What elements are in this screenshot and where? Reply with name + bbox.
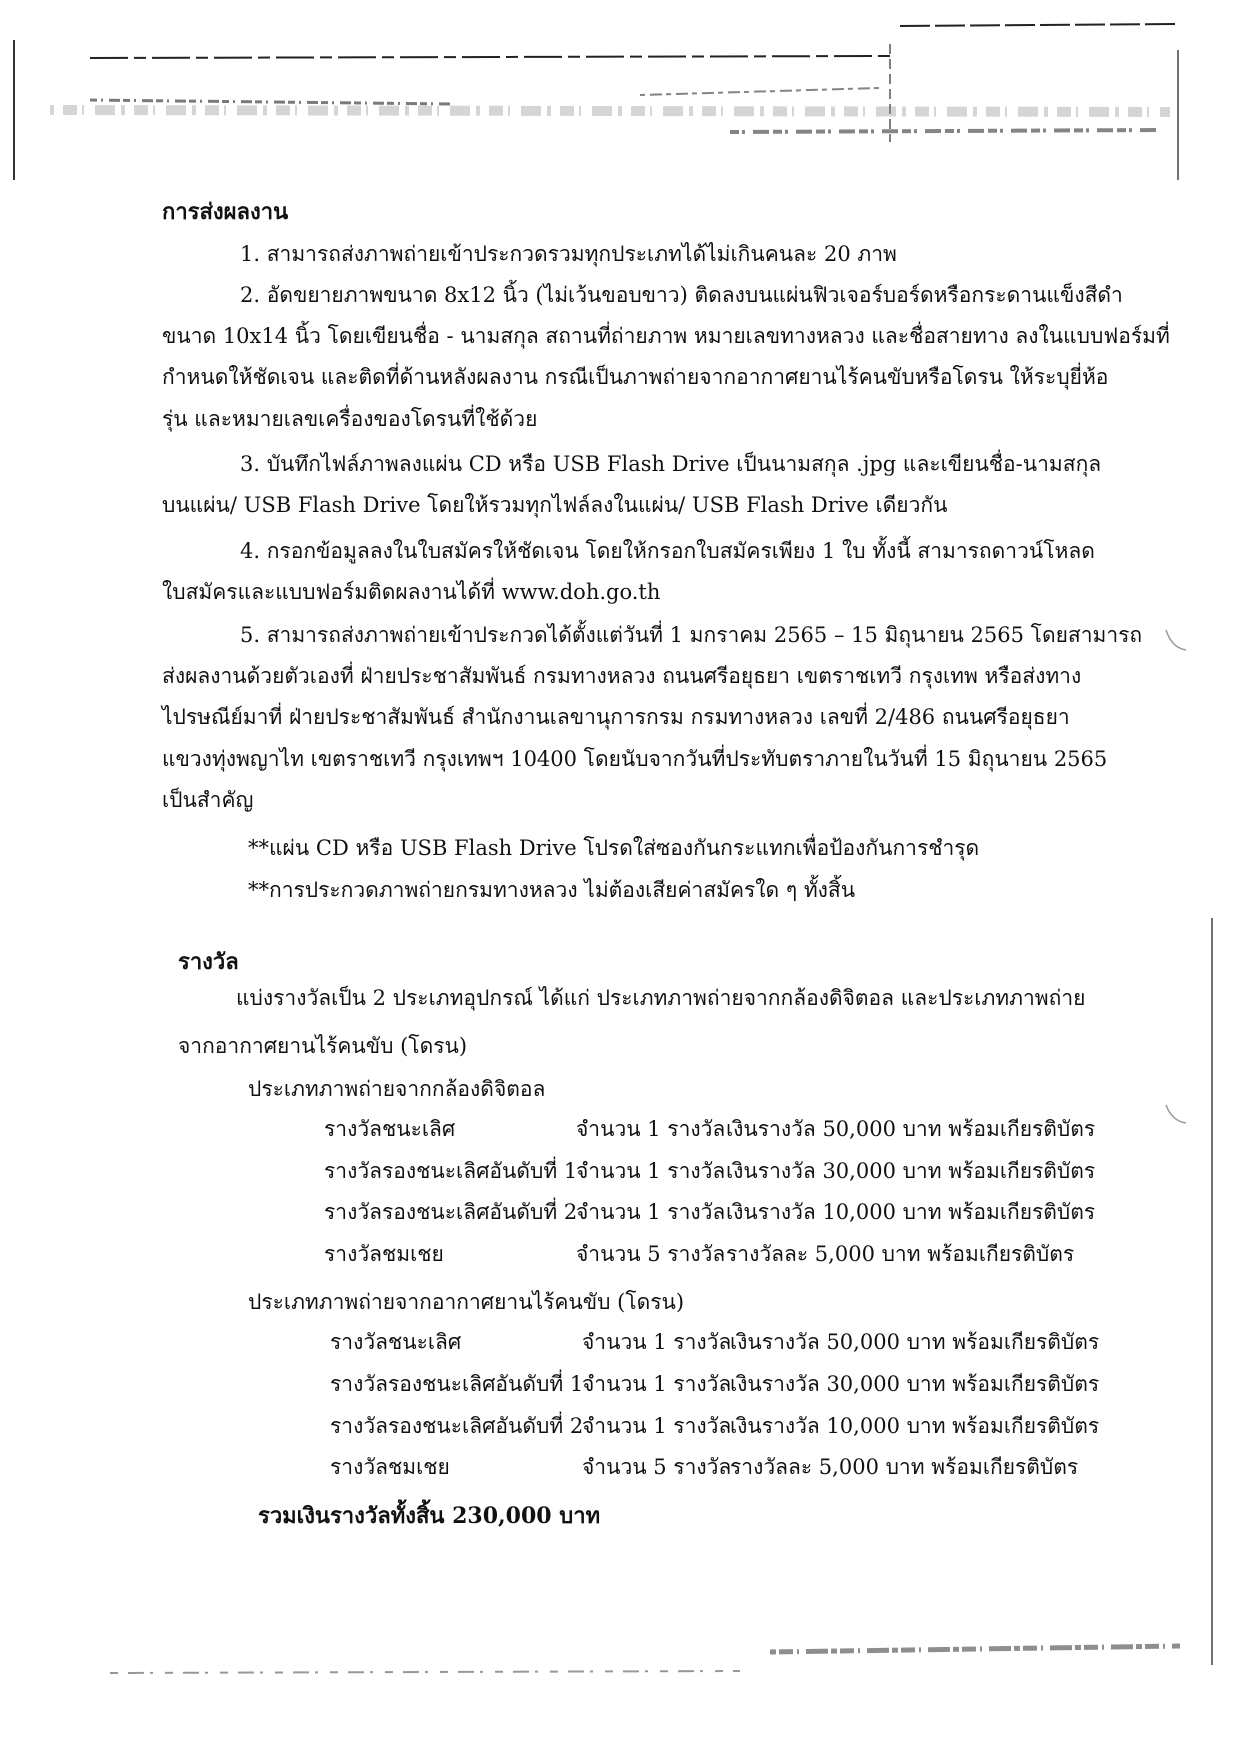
award-count: จำนวน 1 รางวัล [576,1200,726,1224]
submission-item-5-line-1: 5. สามารถส่งภาพถ่ายเข้าประกวดได้ตั้งแต่วันที่ 1 มกราคม 2565 – 15 มิถุนายน 2565 โดยสามารถ [240,623,1143,647]
submission-item-3-line-2: บนแผ่น/ USB Flash Drive โดยให้รวมทุกไฟล์ลงในแผ่น/ USB Flash Drive เดียวกัน [162,493,948,517]
award-prize: เงินรางวัล 10,000 บาท พร้อมเกียรติบัตร [730,1414,1100,1438]
award-prize: เงินรางวัล 30,000 บาท พร้อมเกียรติบัตร [730,1372,1100,1396]
submission-item-5-line-2: ส่งผลงานด้วยตัวเองที่ ฝ่ายประชาสัมพันธ์ กรมทางหลวง ถนนศรีอยุธยา เขตราชเทวี กรุงเทพ หรือส่งทาง [162,664,1082,688]
awards-intro-line-2: จากอากาศยานไร้คนขับ (โดรน) [178,1034,468,1058]
award-prize: เงินรางวัล 50,000 บาท พร้อมเกียรติบัตร [726,1117,1096,1141]
submission-item-5-line-5: เป็นสำคัญ [162,788,254,812]
award-count: จำนวน 1 รางวัล [582,1372,732,1396]
award-name: รางวัลรองชนะเลิศอันดับที่ 2 [324,1200,578,1224]
award-count: จำนวน 5 รางวัล [582,1455,732,1479]
submission-note-1: **แผ่น CD หรือ USB Flash Drive โปรดใส่ซองกันกระแทกเพื่อป้องกันการชำรุด [248,836,980,860]
submission-item-5-line-3: ไปรษณีย์มาที่ ฝ่ายประชาสัมพันธ์ สำนักงานเลขานุการกรม กรมทางหลวง เลขที่ 2/486 ถนนศรีอยุธยา [162,705,1070,729]
award-prize: รางวัลละ 5,000 บาท พร้อมเกียรติบัตร [730,1455,1079,1479]
submission-item-3-line-1: 3. บันทึกไฟล์ภาพลงแผ่น CD หรือ USB Flash Drive เป็นนามสกุล .jpg และเขียนชื่อ-นามสกุล [240,452,1102,476]
award-count: จำนวน 5 รางวัล [576,1242,726,1266]
awards-heading: รางวัล [178,949,239,975]
award-prize: เงินรางวัล 10,000 บาท พร้อมเกียรติบัตร [726,1200,1096,1224]
awards-intro-line-1: แบ่งรางวัลเป็น 2 ประเภทอุปกรณ์ ได้แก่ ประเภทภาพถ่ายจากกล้องดิจิตอล และประเภทภาพถ่าย [236,986,1086,1010]
submission-item-2-line-4: รุ่น และหมายเลขเครื่องของโดรนที่ใช้ด้วย [162,407,538,431]
award-name: รางวัลรองชนะเลิศอันดับที่ 1 [330,1372,584,1396]
submission-item-1: 1. สามารถส่งภาพถ่ายเข้าประกวดรวมทุกประเภทได้ไม่เกินคนละ 20 ภาพ [240,242,897,266]
submission-heading: การส่งผลงาน [162,199,289,225]
award-count: จำนวน 1 รางวัล [582,1414,732,1438]
submission-item-4-line-1: 4. กรอกข้อมูลลงในใบสมัครให้ชัดเจน โดยให้กรอกใบสมัครเพียง 1 ใบ ทั้งนี้ สามารถดาวน์โหลด [240,539,1095,563]
submission-item-2-line-3: กำหนดให้ชัดเจน และติดที่ด้านหลังผลงาน กรณีเป็นภาพถ่ายจากอากาศยานไร้คนขับหรือโดรน ให้ระบุยี่ห้อ [162,365,1109,389]
submission-item-5-line-4: แขวงทุ่งพญาไท เขตราชเทวี กรุงเทพฯ 10400 โดยนับจากวันที่ประทับตราภายในวันที่ 15 มิถุนายน 2565 [162,747,1108,771]
award-prize: เงินรางวัล 50,000 บาท พร้อมเกียรติบัตร [730,1330,1100,1354]
award-name: รางวัลชมเชย [324,1242,444,1266]
submission-item-2-line-1: 2. อัดขยายภาพขนาด 8x12 นิ้ว (ไม่เว้นขอบขาว) ติดลงบนแผ่นฟิวเจอร์บอร์ดหรือกระดานแข็งสีดำ [240,283,1123,307]
award-count: จำนวน 1 รางวัล [576,1159,726,1183]
awards-total: รวมเงินรางวัลทั้งสิ้น 230,000 บาท [258,1503,601,1529]
award-count: จำนวน 1 รางวัล [582,1330,732,1354]
award-name: รางวัลชนะเลิศ [330,1330,462,1354]
digital-category-title: ประเภทภาพถ่ายจากกล้องดิจิตอล [248,1077,546,1101]
award-name: รางวัลรองชนะเลิศอันดับที่ 1 [324,1159,578,1183]
submission-note-2: **การประกวดภาพถ่ายกรมทางหลวง ไม่ต้องเสียค่าสมัครใด ๆ ทั้งสิ้น [248,878,856,902]
award-name: รางวัลรองชนะเลิศอันดับที่ 2 [330,1414,584,1438]
award-prize: รางวัลละ 5,000 บาท พร้อมเกียรติบัตร [726,1242,1075,1266]
submission-item-2-line-2: ขนาด 10x14 นิ้ว โดยเขียนชื่อ - นามสกุล สถานที่ถ่ายภาพ หมายเลขทางหลวง และชื่อสายทาง ลงในแบบฟอร์มที่ [162,324,1170,348]
award-prize: เงินรางวัล 30,000 บาท พร้อมเกียรติบัตร [726,1159,1096,1183]
drone-category-title: ประเภทภาพถ่ายจากอากาศยานไร้คนขับ (โดรน) [248,1290,685,1314]
award-name: รางวัลชมเชย [330,1455,450,1479]
submission-item-4-line-2: ใบสมัครและแบบฟอร์มติดผลงานได้ที่ www.doh.go.th [162,580,661,604]
award-name: รางวัลชนะเลิศ [324,1117,456,1141]
award-count: จำนวน 1 รางวัล [576,1117,726,1141]
